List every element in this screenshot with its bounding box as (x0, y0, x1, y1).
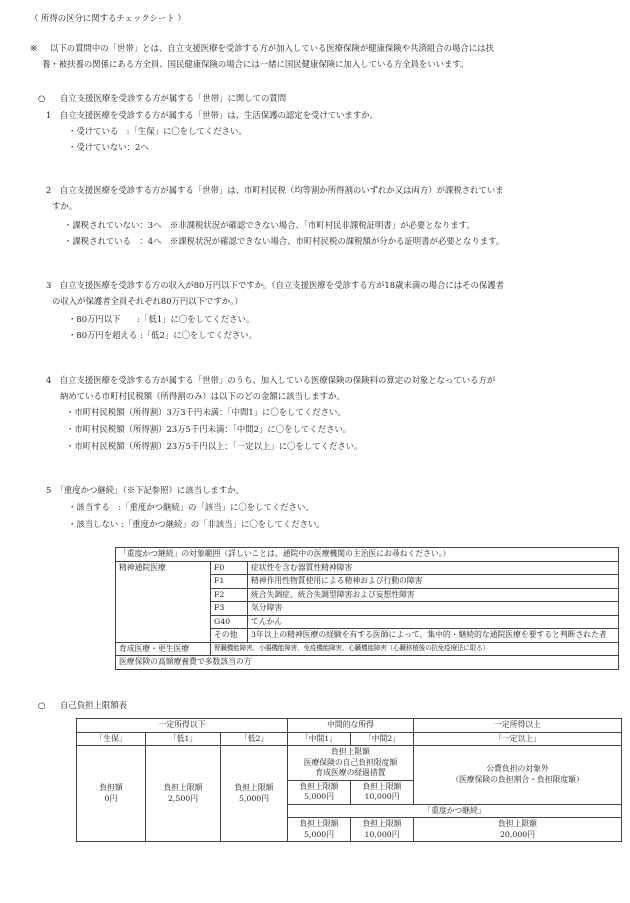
cat-high: 「一定以上」 (414, 732, 622, 746)
limit-label: 負担上限額 (362, 819, 402, 829)
mid2-trans-value: 10,000円 (364, 792, 400, 802)
limit-table (76, 718, 622, 842)
question-4-line-2: 納めている市町村民税額（所得割のみ）は以下のどの金額に該当しますか。 (60, 391, 345, 401)
criteria-code: F2 (211, 588, 248, 602)
mid-header: 負担上限額 (331, 747, 370, 757)
question-5: 5 「重度かつ継続」（※下記参照）に該当しますか。 (46, 485, 244, 495)
criteria-code: F1 (211, 575, 248, 589)
ikusei-transitional: 育成医療の経過措置 (315, 768, 386, 778)
low2-value: 5,000円 (238, 793, 270, 803)
mid1-trans-cell (288, 780, 351, 804)
q1-option-1: ・受けている :「生保」に〇をしてください。 (68, 126, 247, 136)
mid1-trans-value: 5,000円 (303, 792, 335, 802)
question-4-line-1: 4 自立支援医療を受診する方が属する「世帯」のうち、加入している医療保険の保険料の算定の対象となっている方が (46, 375, 496, 385)
question-3-line-1: 3 自立支援医療を受診する方の収入が80万円以下ですか。（自立支援医療を受診する方が18歳未満の場合にはその保護者 (46, 280, 504, 290)
q5-option-2: ・該当しない :「重度かつ継続」の「非該当」に〇をしてください。 (68, 519, 325, 529)
ikusei-desc: 腎臓機能障害、小腸機能障害、免疫機能障害、心臓機能障害（心臓移植後の抗免疫療法に限る） (211, 642, 619, 656)
cat-mid1: 「中間1」 (288, 732, 351, 746)
section1-heading: 自立支援医療を受診する方が属する「世帯」に関しての質問 (60, 93, 287, 103)
criteria-header: 「重度かつ継続」の対象範囲（詳しいことは、通院中の医療機関の主治医にお尋ねください。） (116, 548, 619, 562)
criteria-code: F3 (211, 602, 248, 616)
low1-cell (146, 746, 221, 842)
high-line-1: 公費負担の対象外 (486, 764, 549, 774)
note-line-1: 以下の質問中の「世帯」とは、自立支援医療を受診する方が加入している医療保険が健康保険や共済組合の場合には扶 (50, 43, 494, 53)
criteria-desc: てんかん (248, 615, 619, 629)
q4-option-3: ・市町村民税額（所得割）23万5千円以上：「一定以上」に〇をしてください。 (66, 441, 363, 451)
seiho-value: 0円 (104, 793, 118, 803)
group-low: 一定所得以下 (77, 719, 288, 733)
q3-option-2: ・80万円を超える :「低2」に〇をしてください。 (68, 330, 257, 340)
question-2-line-1: 2 自立支援医療を受診する方が属する「世帯」は、市町村民税（均等割か所得割のいずれか又は両方）が課税されていま (46, 185, 504, 195)
q1-option-2: ・受けていない：2へ (68, 142, 149, 152)
seiho-cell (77, 746, 146, 842)
criteria-desc: 症状性を含む器質性精神障害 (248, 561, 619, 575)
criteria-code: G40 (211, 615, 248, 629)
limit-label: 負担上限額 (299, 819, 339, 829)
mid1-severe-value: 5,000円 (303, 829, 335, 839)
high-line-2: （医療保険の負担割合・負担限度額） (451, 774, 584, 784)
criteria-desc: 気分障害 (248, 602, 619, 616)
cat-low2: 「低2」 (221, 732, 288, 746)
cat-mid2: 「中間2」 (351, 732, 414, 746)
note-line-2: 養・被扶養の関係にある方全員、国民健康保険の場合には一緒に国民健康保険に加入している方全員をいいます。 (42, 59, 469, 69)
low1-value: 2,500円 (167, 793, 199, 803)
high-severe-value: 20,000円 (499, 829, 536, 839)
section1-bullet: ○ (38, 93, 46, 103)
q4-option-2: ・市町村民税額（所得割）23万5千円未満：「中間2」に〇をしてください。 (66, 424, 352, 434)
criteria-desc: 3年以上の精神医療の経験を有する医師によって、集中的・継続的な通院医療を要すると判断された者 (248, 629, 619, 643)
mid-header-cell (288, 746, 414, 781)
section2-bullet: ○ (38, 700, 46, 710)
criteria-desc: 統合失調症、統合失調型障害および妄想性障害 (248, 588, 619, 602)
mid-insurance: 医療保険の自己負担限度額 (303, 757, 398, 767)
limit-label: 負担上限額 (163, 783, 203, 793)
limit-label: 負担上限額 (362, 781, 402, 791)
high-cell (414, 746, 622, 805)
psych-label: 精神通院医療 (116, 561, 211, 642)
page-title: （ 所得の区分に関するチェックシート ） (30, 13, 186, 23)
low2-cell (221, 746, 288, 842)
mid2-trans-cell (351, 780, 414, 804)
cat-low1: 「低1」 (146, 732, 221, 746)
question-1: 1 自立支援医療を受診する方が属する「世帯」は、生活保護の認定を受けていますか。 (46, 110, 378, 120)
criteria-code: その他 (211, 629, 248, 643)
question-3-line-2: の収入が保護者全員それぞれ80万円以下ですか。） (52, 296, 243, 306)
limit-label: 負担上限額 (234, 783, 274, 793)
ikusei-label: 育成医療・更生医療 (116, 642, 211, 656)
mid1-severe-cell (288, 818, 351, 842)
group-mid: 中間的な所得 (288, 719, 414, 733)
criteria-desc: 精神作用性物質使用による精神および行動の障害 (248, 575, 619, 589)
question-2-line-2: すか。 (52, 201, 78, 211)
q4-option-1: ・市町村民税額（所得割）3万3千円未満：「中間1」に〇をしてください。 (66, 407, 346, 417)
mid2-severe-cell (351, 818, 414, 842)
q2-option-2: ・課税されている ：4へ ※課税状況が確認できない場合、市町村民税の課税額が分かる証明書が必要となります。 (64, 236, 505, 246)
cat-seiho: 「生保」 (77, 732, 146, 746)
q3-option-1: ・80万円以下 :「低1」に〇をしてください。 (68, 314, 255, 324)
q5-option-1: ・該当する :「重度かつ継続」の「該当」に〇をしてください。 (68, 502, 314, 512)
severe-criteria-table (115, 547, 619, 670)
q2-option-1: ・課税されていない：3へ ※非課税状況が確認できない場合、「市町村民非課税証明書」が必要となります。 (64, 220, 475, 230)
mid2-severe-value: 10,000円 (364, 829, 400, 839)
section2-heading: 自己負担上限額表 (60, 700, 127, 710)
limit-label: 負担上限額 (299, 781, 339, 791)
kogaku-row: 医療保険の高額療養費で多数該当の方 (116, 656, 619, 670)
high-severe-cell (414, 818, 622, 842)
note-mark: ※ (30, 43, 38, 53)
limit-label: 負担額 (99, 783, 123, 793)
group-high: 一定所得以上 (414, 719, 622, 733)
criteria-code: F0 (211, 561, 248, 575)
severe-label: 「重度かつ継続」 (288, 804, 622, 818)
limit-label: 負担上限額 (498, 819, 537, 829)
